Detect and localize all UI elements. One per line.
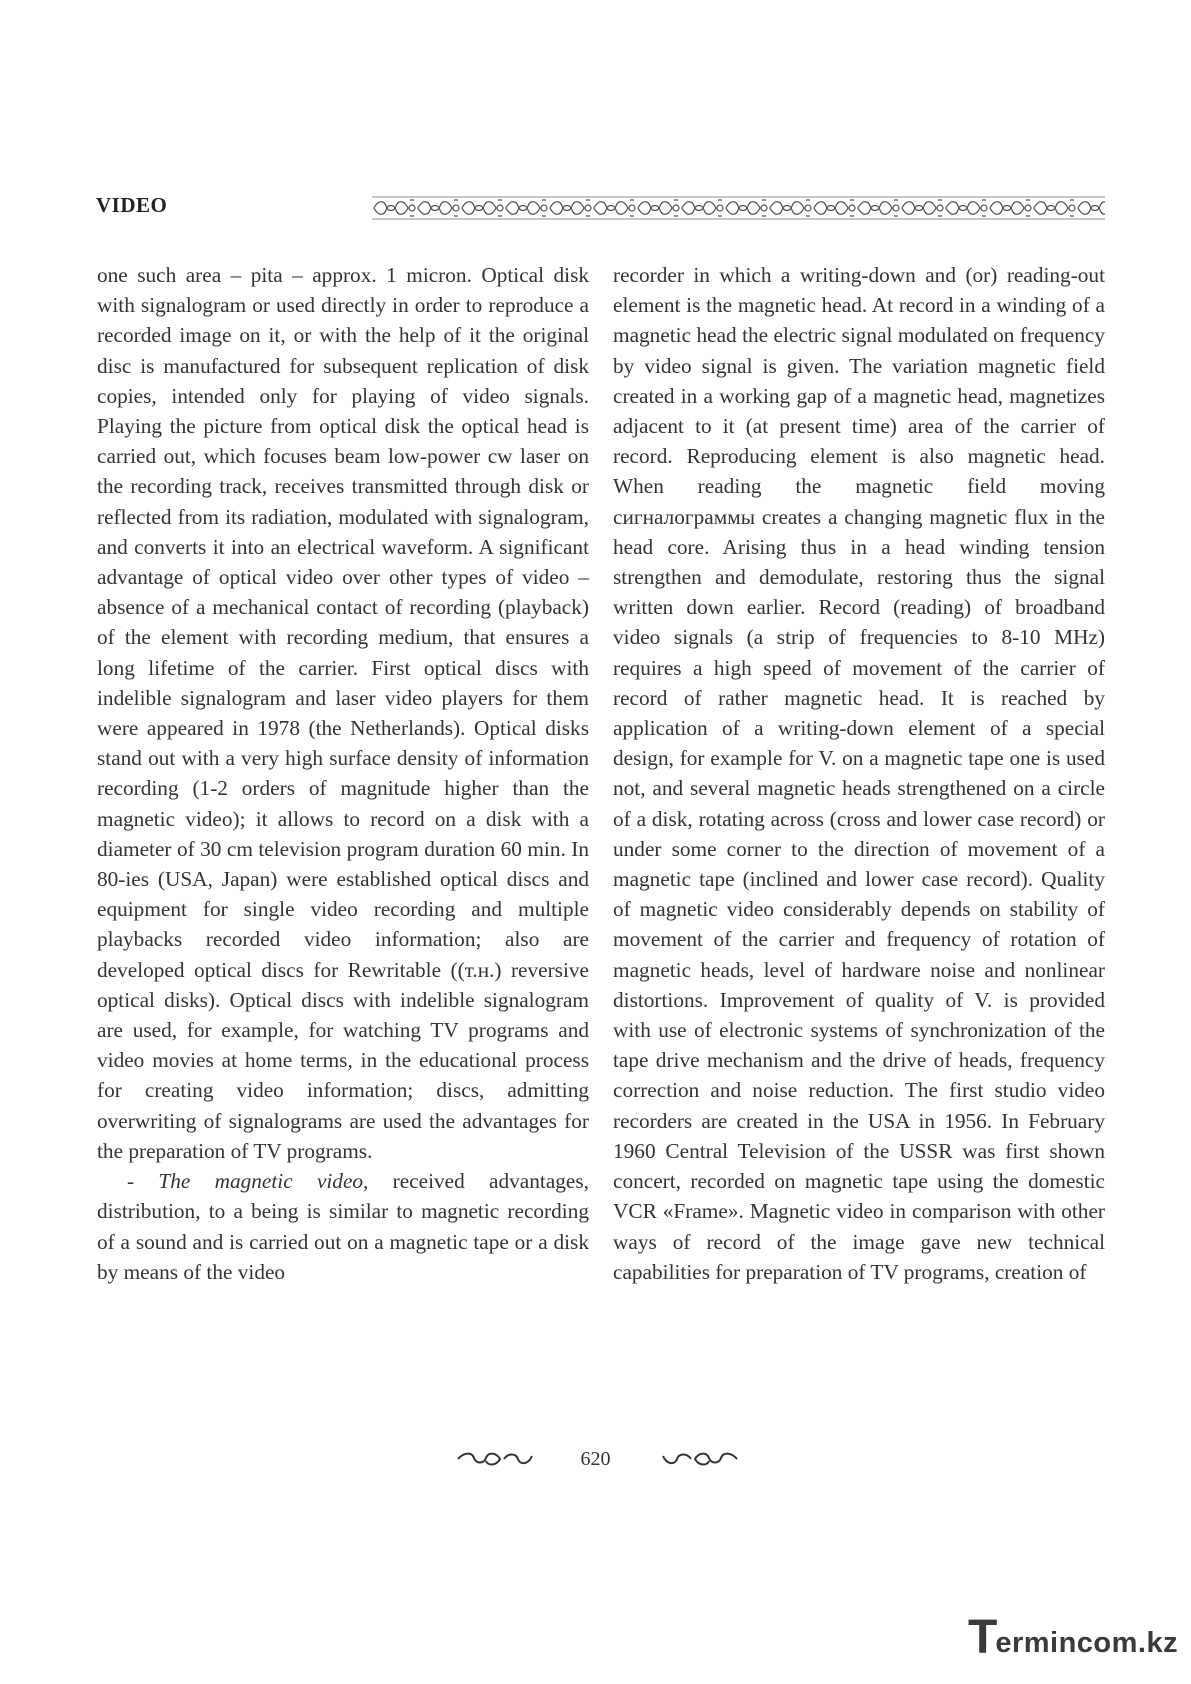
term-magnetic-video: The magnetic video, — [158, 1169, 369, 1194]
termincom-logo — [968, 1611, 1179, 1664]
paragraph-dash: - — [127, 1169, 159, 1194]
right-column — [613, 260, 1105, 1287]
page-number: 620 — [580, 1448, 611, 1470]
logo-rest-text: ermincom.kz — [995, 1627, 1179, 1659]
left-paragraph-magnetic — [97, 1166, 589, 1287]
header-ornament-band — [372, 196, 1105, 220]
footer-ornament-right — [659, 1448, 741, 1470]
left-paragraph-optical: one such area – pita – approx. 1 micron. Optical disk with signalogram or used directly in order to reproduce a recorded image on it, or with the help of it the original disc is manufactured for subsequent replication of disk copies, intended only for playing of video signals. Playing the picture from optical disk the optical head is carried out, which focuses beam low-power cw laser on the recording track, receives transmitted through disk or reflected from its radiation, modulated with signalogram, and converts it into an electrical waveform. A significant advantage of optical video over other types of video – absence of a mechanical contact of recording (playback) of the element with recording medium, that ensures a long lifetime of the carrier. First optical discs with indelible signalogram and laser video players for them were appeared in 1978 (the Netherlands). Optical disks stand out with a very high surface density of information recording (1-2 orders of magnitude higher than the magnetic video); it allows to record on a disk with a diameter of 30 cm television program duration 60 min. In 80-ies (USA, Japan) were established optical discs and equipment for single video recording and multiple playbacks recorded video information; also are developed optical discs for Rewritable ((т.н.) reversive optical disks). Optical discs with indelible signalogram are used, for example, for watching TV programs and video movies at home terms, in the educational process for creating video information; discs, admitting overwriting of signalograms are used the advantages for the preparation of TV programs. — [97, 263, 589, 1163]
section-title: VIDEO — [96, 193, 168, 217]
logo-first-letter: T — [968, 1611, 998, 1664]
paragraph-magnetic-text: received advantages, distribution, to a being is similar to magnetic recording of a sound and is carried out on a magnetic tape or a disk by means of the video — [97, 1169, 589, 1284]
right-paragraph: recorder in which a writing-down and (or) reading-out element is the magnetic head. At record in a winding of a magnetic head the electric signal modulated on frequency by video signal is given. The variation magnetic field created in a working gap of a magnetic head, magnetizes adjacent to it (at present time) area of the carrier of record. Reproducing element is also magnetic head. When reading the magnetic field moving сигналограммы creates a changing magnetic flux in the head core. Arising thus in a head winding tension strengthen and demodulate, restoring thus the signal written down earlier. Record (reading) of broadband video signals (a strip of frequencies to 8-10 MHz) requires a high speed of movement of the carrier of record of rather magnetic head. It is reached by application of a writing-down element of a special design, for example for V. on a magnetic tape one is used not, and several magnetic heads strengthened on a circle of a disk, rotating across (cross and lower case record) or under some corner to the direction of movement of a magnetic tape (inclined and lower case record). Quality of magnetic video considerably depends on stability of movement of the carrier and frequency of rotation of magnetic heads, level of hardware noise and nonlinear distortions. Improvement of quality of V. is provided with use of electronic systems of synchronization of the tape drive mechanism and the drive of heads, frequency correction and noise reduction. The first studio video recorders are created in the USA in 1956. In February 1960 Central Television of the USSR was first shown concert, recorded on magnetic tape using the domestic VCR «Frame». Magnetic video in comparison with other ways of record of the image gave new technical capabilities for preparation of TV programs, creation of — [613, 263, 1105, 1284]
left-column — [97, 260, 589, 1287]
